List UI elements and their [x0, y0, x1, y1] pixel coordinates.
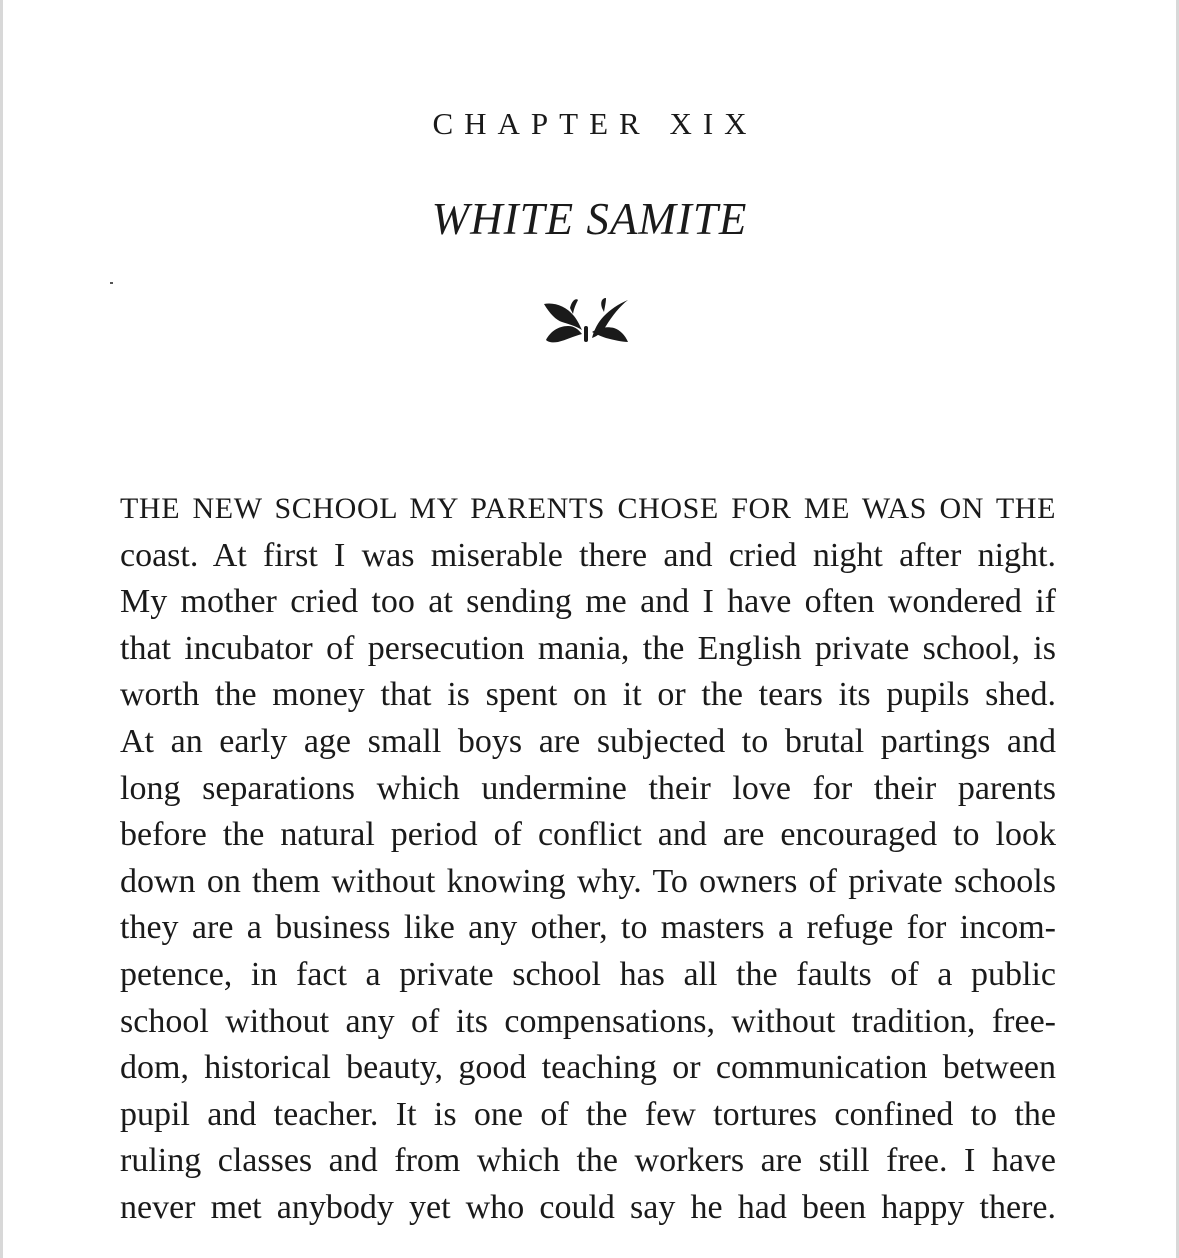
body-line: petence, in fact a private school has all the faults of a public [120, 955, 1056, 993]
chapter-number: CHAPTER XIX [432, 106, 758, 141]
cropped-next-line [120, 1244, 1056, 1258]
body-line: At an early age small boys are subjected to brutal partings and [120, 722, 1056, 760]
body-line: before the natural period of conflict and are encouraged to look [120, 816, 1056, 854]
body-line: THE NEW SCHOOL MY PARENTS CHOSE FOR ME WAS ON THE [120, 492, 1056, 525]
body-line: coast. At first I was miserable there and cried night after night. [120, 536, 1056, 574]
body-line: they are a business like any other, to masters a refuge for incom- [120, 909, 1056, 947]
body-line: pupil and teacher. It is one of the few tortures confined to the [120, 1095, 1056, 1133]
page-edge-left [0, 0, 3, 1258]
body-line: ruling classes and from which the workers are still free. I have [120, 1142, 1056, 1180]
body-line: school without any of its compensations, without tradition, free- [120, 1002, 1056, 1040]
print-speck [110, 282, 113, 284]
body-line: that incubator of persecution mania, the English private school, is [120, 629, 1056, 667]
body-line: My mother cried too at sending me and I have often wondered if [120, 583, 1056, 621]
chapter-body [120, 486, 1056, 1232]
chapter-title: WHITE SAMITE [431, 194, 748, 244]
body-line: never met anybody yet who could say he had been happy there. [120, 1188, 1056, 1226]
body-line: dom, historical beauty, good teaching or communication between [120, 1049, 1056, 1087]
body-line: worth the money that is spent on it or the tears its pupils shed. [120, 676, 1056, 714]
fleuron-icon [540, 296, 632, 346]
body-line: long separations which undermine their love for their parents [120, 769, 1056, 807]
cropped-line-fragment [120, 1244, 1056, 1258]
body-line: down on them without knowing why. To owners of private schools [120, 862, 1056, 900]
